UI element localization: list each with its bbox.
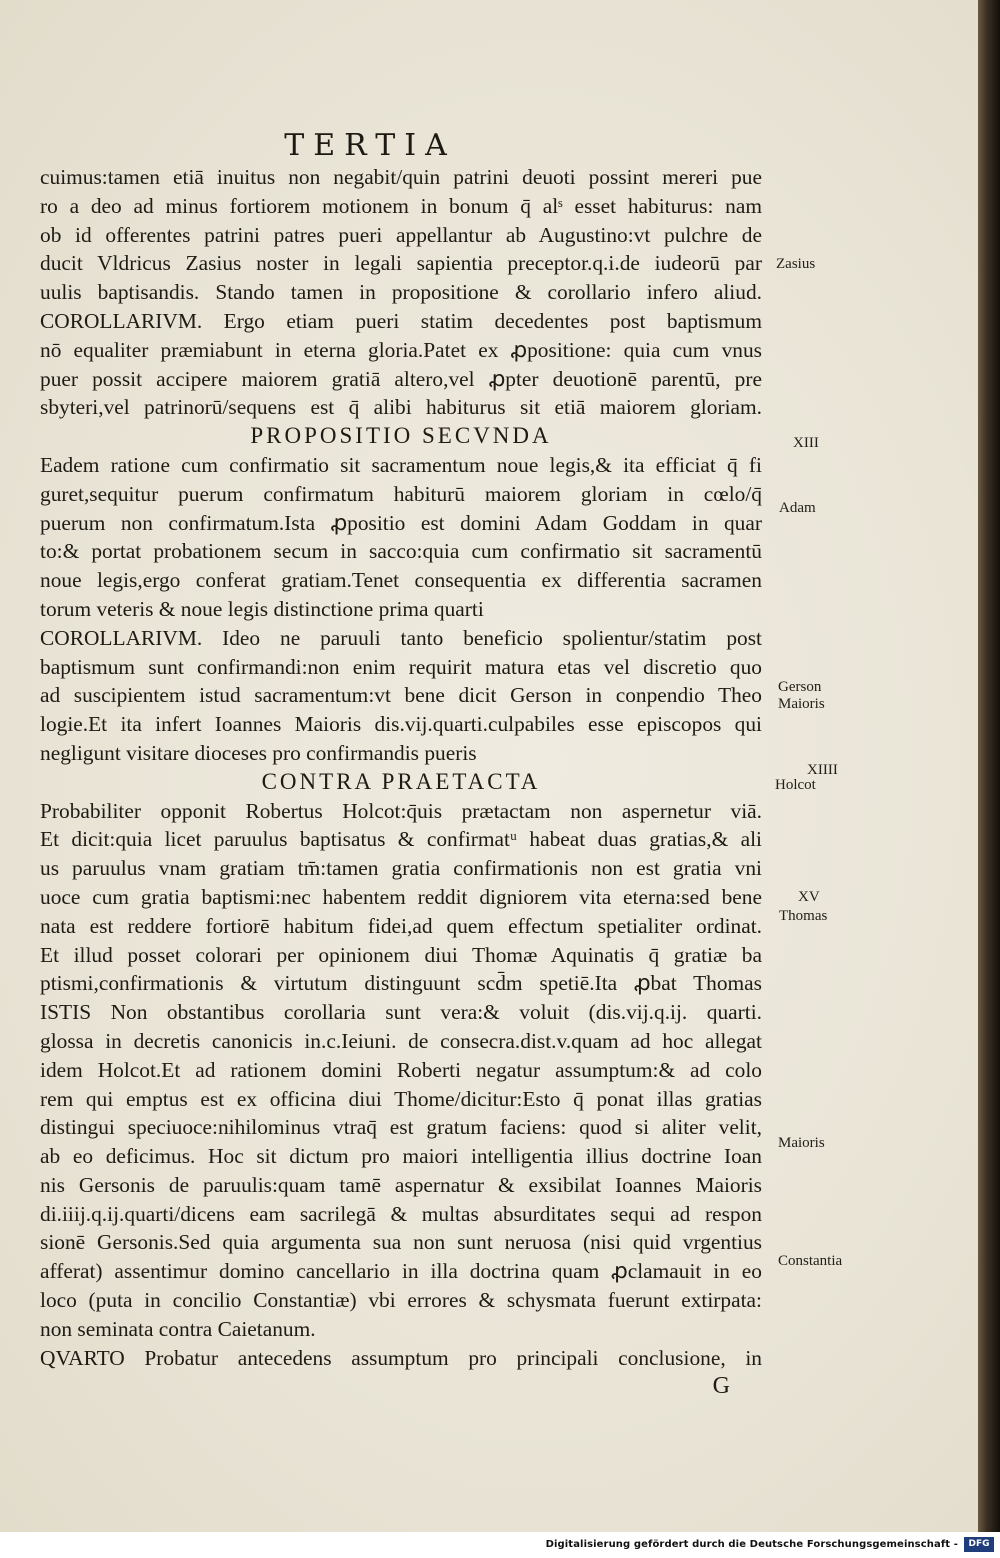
section-heading: PROPOSITIO SECVNDA [250, 423, 552, 449]
text-line: ISTIS Non obstantibus corollaria sunt vera:& voluit (dis.vij.q.ij. quarti. [40, 1000, 762, 1025]
text-line: afferat) assentimur domino cancellario in illa doctrina quam ꝓclamauit in eo [40, 1259, 762, 1284]
margin-note: Maioris [778, 696, 825, 712]
dfg-logo: DFG [964, 1537, 994, 1552]
margin-note: Zasius [776, 256, 816, 272]
text-line: COROLLARIVM. Ergo etiam pueri statim decedentes post baptismum [40, 308, 762, 333]
text-line: uoce cum gratia baptismi:nec habentem reddit digniorem vita eterna:sed bene [40, 884, 762, 909]
text-line: QVARTO Probatur antecedens assumptum pro principali conclusione, in [40, 1345, 762, 1370]
text-line: uulis baptisandis. Stando tamen in propositione & corollario infero aliud. [40, 280, 762, 305]
digitization-footer [0, 1532, 1000, 1558]
signature-mark: G [712, 1373, 730, 1400]
book-spine-edge [978, 0, 1000, 1532]
text-line: non seminata contra Caietanum. [40, 1316, 316, 1341]
text-line: sionē Gersonis.Sed quia argumenta sua non sunt neruosa (nisi quid vrgentius [40, 1230, 762, 1255]
text-line: Eadem ratione cum confirmatio sit sacramentum noue legis,& ita efficiat q̄ fi [40, 452, 762, 477]
margin-note: XIIII [807, 762, 838, 778]
text-line: guret,sequitur puerum confirmatum habiturū maiorem gloriam in cœlo/q̄ [40, 481, 762, 506]
text-line: logie.Et ita infert Ioannes Maioris dis.vij.quarti.culpabiles esse episcopos qui [40, 712, 762, 737]
text-line: Probabiliter opponit Robertus Holcot:q̄uis prætactam non aspernetur viā. [40, 798, 762, 823]
text-line: rem qui emptus est ex officina diui Thome/dicitur:Esto q̄ ponat illas gratias [40, 1086, 762, 1111]
text-line: idem Holcot.Et ad rationem domini Roberti negatur assumptum:& ad colo [40, 1057, 762, 1082]
text-line: to:& portat probationem secum in sacco:quia cum confirmatio sit sacramentū [40, 539, 762, 564]
text-line: COROLLARIVM. Ideo ne paruuli tanto beneficio spolientur/statim post [40, 625, 762, 650]
text-line: torum veteris & noue legis distinctione prima quarti [40, 596, 484, 621]
text-line: glossa in decretis canonicis in.c.Ieiuni. de consecra.dist.v.quam ad hoc allegat [40, 1028, 762, 1053]
text-line: baptismum sunt confirmandi:non enim requirit matura etas vel discretio quo [40, 654, 762, 679]
margin-note: Adam [779, 500, 816, 516]
margin-note: XIII [793, 435, 819, 451]
text-line: distingui speciuoce:nihilominus vtraq̄ est gratum faciens: quod si aliter velit, [40, 1115, 762, 1140]
text-line: ro a deo ad minus fortiorem motionem in bonum q̄ alˢ esset habiturus: nam [40, 193, 762, 218]
text-line: nata est reddere fortiorē habitum fidei,ad quem effectum spetialiter ordinat. [40, 913, 762, 938]
margin-note: Thomas [779, 908, 828, 924]
margin-note: Constantia [778, 1253, 843, 1269]
margin-note: Holcot [775, 777, 816, 793]
text-line: ad suscipientem istud sacramentum:vt bene dicit Gerson in conpendio Theo [40, 683, 762, 708]
running-header: TERTIA [284, 128, 456, 163]
text-line: ab eo deficimus. Hoc sit dictum pro maiori intelligentia illius doctrine Ioan [40, 1144, 762, 1169]
text-line: nō equaliter præmiabunt in eterna gloria.Patet ex ꝓpositione: quia cum vnus [40, 337, 762, 362]
text-line: cuimus:tamen etiā inuitus non negabit/quin patrini deuoti possint mereri pue [40, 165, 762, 189]
body-text [40, 163, 762, 1401]
text-line: us paruulus vnam gratiam tm̄:tamen gratia confirmationis non est gratia vni [40, 856, 762, 881]
margin-note: Maioris [778, 1135, 825, 1151]
text-line: puerum non confirmatum.Ista ꝓpositio est domini Adam Goddam in quar [40, 510, 762, 535]
text-line: Et illud posset colorari per opinionem diui Thomæ Aquinatis q̄ gratiæ ba [40, 942, 762, 967]
text-line: ob id offerentes patrini patres pueri appellantur ab Augustino:vt pulchre de [40, 222, 762, 247]
text-line: loco (puta in concilio Constantiæ) vbi errores & schysmata fuerunt extirpata: [40, 1288, 762, 1313]
text-line: di.iiij.q.ij.quarti/dicens eam sacrilegā & multas absurditates sequi ad respon [40, 1201, 762, 1226]
text-line: ptismi,confirmationis & virtutum distinguunt scd̄m spetiē.Ita ꝓbat Thomas [40, 971, 762, 996]
text-line: negligunt visitare dioceses pro confirmandis pueris [40, 740, 477, 765]
text-line: Et dicit:quia licet paruulus baptisatus & confirmatᵘ habeat duas gratias,& ali [40, 827, 762, 852]
footer-credit: Digitalisierung gefördert durch die Deutsche Forschungsgemeinschaft - [545, 1539, 958, 1550]
text-line: sbyteri,vel patrinorū/sequens est q̄ alibi habiturus sit etiā maiorem gloriam. [40, 395, 762, 420]
margin-note: Gerson [778, 679, 822, 695]
section-heading: CONTRA PRAETACTA [261, 768, 541, 794]
text-line: ducit Vldricus Zasius noster in legali sapientia preceptor.q.i.de iudeorū par [40, 251, 762, 276]
text-line: puer possit accipere maiorem gratiā altero,vel ꝓpter deuotionē parentū, pre [40, 366, 762, 391]
text-line: noue legis,ergo conferat gratiam.Tenet consequentia ex differentia sacramen [40, 568, 762, 593]
text-line: nis Gersonis de paruulis:quam tamē aspernatur & exsibilat Ioannes Maioris [40, 1172, 762, 1197]
margin-note: XV [798, 889, 820, 905]
